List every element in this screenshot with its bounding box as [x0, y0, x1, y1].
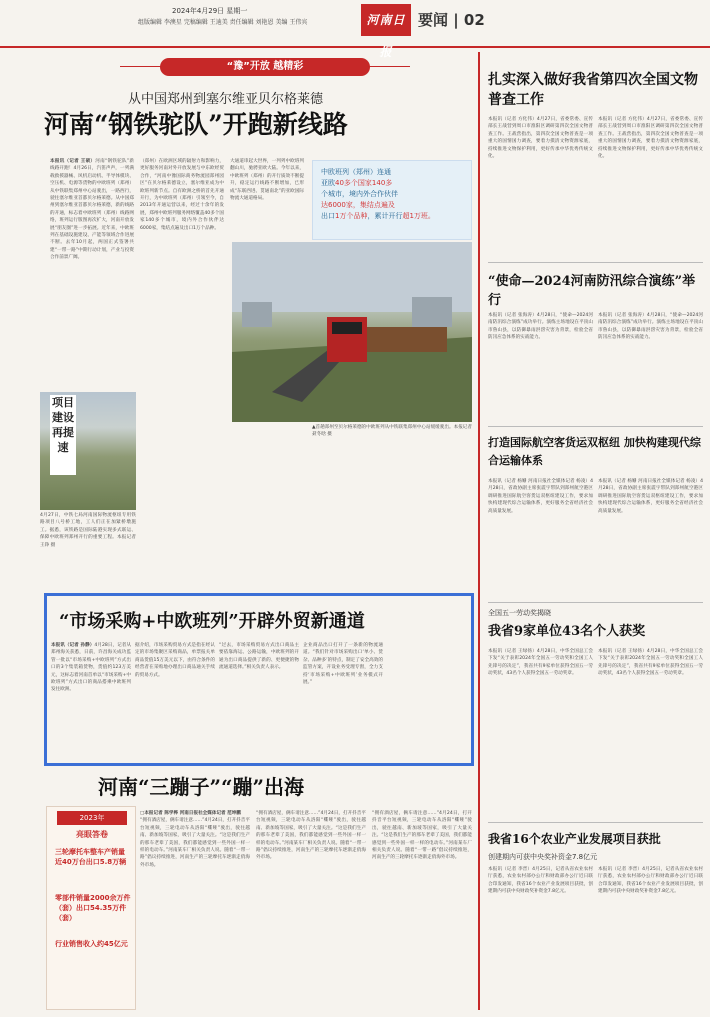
right-kicker-4: 全国五一劳动奖揭晓: [488, 609, 551, 617]
bottom-body: □本报记者 陈学桦 河南日报社全媒体记者 范坤鹏 “拥有酒店屋，俩车请注意……”4月24日，打开抖音平台短视频，三轮电动车从洛阳“嘶哑”驶出，驶往越南、新加坡等国家，吸引了大量关注。“这是我们生产的那车老辈了美国，我们都能感觉到一些外国一样一样的电动车。”河南某车厂相关负责人说。随着“一带一路”倡议持续推进，河南生产的三轮摩托车逐渐走俏海外市场。: [140, 811, 250, 868]
sidebar-item: 行业销售收入约45亿元: [55, 940, 128, 948]
train-photo: [232, 242, 472, 422]
editor-credits: 组版编辑 李澳星 完稿编辑 王迪美 责任编辑 刘艳恩 美编 王伟宾: [138, 19, 308, 26]
photo-caption: ▲首趟郑州至贝尔格莱德的中欧班列从中铁联集郑州中心站缓缓驶出。本报记者 聂冬晗 摄: [312, 425, 472, 438]
right-body-2: 本报讯（记者 张海涛）4月28日，“使命—2024河南防汛综合演练”成功举行。演练主场地设在平顶山市鲁山县，以防御暴雨洪涝灾害为背景，检验全省防汛应急体系的实战能力。: [488, 313, 593, 341]
right-body-3b: 本报讯（记者 杨姗 河南日报社全媒体记者 杨凌）4月28日，省政协副主席张震宇带队到郑州航空港区调研推进国际航空客货运双枢纽建设工作，要求加快构建现代综合运输体系，更好服务全省经济社会高质量发展。: [598, 479, 703, 514]
sidebar-item: 三轮摩托车整车产销量近40万台出口5.8万辆: [55, 848, 127, 866]
divider: [488, 262, 703, 263]
divider: [488, 822, 703, 823]
sidebar-year: 2023年: [57, 811, 127, 825]
article-col-4: 企业商品出口打开了一条新的物流通道。“我们针对市场采购出口‘单小、货杂、品种多’的特点，制定了安全高效的监管方案，开设业务受理专窗，全力支持‘市场采购+中欧班列’业务模式开展。”: [303, 643, 383, 686]
article-col-1: 本报讯（记者 孙静）4月28日，记者从郑州海关获悉，日前，许昌海关成功监管一批以“市场采购+中欧班列”方式出口的3个集装箱货物，货值约123万美元，这标志着河南首单以“市场采购+中欧班列”方式出口的商品搭乘中欧班列发往欧洲。: [51, 643, 131, 693]
bottom-body-3: “拥有酒店屋，俩车请注意……”4月24日，打开抖音平台短视频，三轮电动车从洛阳“嘶哑”驶出，驶往越南、新加坡等国家，吸引了大量关注。“这是我们生产的那车老辈了美国，我们都能感觉到一些外国一样一样的电动车。”河南某车厂相关负责人说。随着“一带一路”倡议持续推进，河南生产的三轮摩托车逐渐走俏海外市场。: [372, 811, 472, 861]
right-body-4b: 本报讯（记者 王绿扬）4月28日，中华全国总工会下发“关于表彰2024年全国五一劳动奖和全国工人先锋号的决定”，我省共有9家单位获得全国五一劳动奖状，43名个人获得全国五一劳动奖章。: [598, 649, 703, 677]
highlighted-article: [44, 593, 474, 766]
right-subhead-5: 创建期内可获中央奖补资金7.8亿元: [488, 853, 598, 861]
right-headline-4: 我省9家单位43名个人获奖: [488, 624, 646, 639]
article-col-2: 据介绍，市场采购贸易方式是指在经认定的市场集聚区采购商品，单票报关单商品货值15万美元以下，由符合条件的经营者在采购地办理出口商品通关手续的贸易方式。: [135, 643, 215, 678]
sidebar-item: 零部件销量2000余万件（套）出口54.35万件（套）: [55, 894, 131, 922]
lead-kicker: 从中国郑州到塞尔维亚贝尔格莱德: [128, 92, 324, 107]
article-col-3: “过去，市场采购贸易方式出口商品主要依靠海运、公路运输，中欧班列的开通为出口商品提供了新的、更便捷的物流通道选择。”相关负责人表示。: [219, 643, 299, 671]
lead-body-left: 本报讯（记者 王硕）河南“钢铁驼队”新线路开跑！4月26日，汽笛声声，一列满载救援器械、风机启动机、半导体模块、空压机、电源等货物的中欧班列（郑州）从中铁联集郑州中心站驶出，一路西行，驶往塞尔维亚首都贝尔格莱德。从中国郑州到塞尔维亚首都贝尔格莱德，新的线路的开通，标志着中欧班列（郑州）线路网络，班列运行版图再次扩大，河南开放发展“朋友圈”进一步拓展。近年来，中欧班列在基础设施建设、产能等领域合作进展不断。去年10月起，两国正式签署共建“一带一路”中期行动计划，产业与投资合作前景广阔。: [50, 159, 134, 261]
right-body-1b: 本报讯（记者 方化伟）4月27日，省委常委、宣传部长王战营到周口市淮阳区调研第四次全国文物普查工作。王战营指出，第四次全国文物普查是一项重大的国情国力调查，要着力摸清文物资源家底，持续推进文物保护利用，更好传承中华优秀传统文化。: [598, 117, 703, 160]
right-body-5: 本报讯（记者 李晋）4月25日，记者从省农业农村厅获悉，农业农村部办公厅和财政部办公厅近日联合印发通知，我省16个农业产业发展项目获批，创建期内可获中央财政奖补资金7.8亿元。: [488, 867, 593, 895]
divider: [488, 426, 703, 427]
bottom-headline: 河南“三蹦子”“蹦”出海: [98, 775, 305, 799]
column-banner: “豫”开放 越精彩: [160, 58, 370, 76]
construction-caption: 4月27日，中铁七局河南国际物流枢纽专用铁路项目八号桥工地，工人们正在加紧桥墩施工。据悉，该铁路是国际陆港实现多式联运、保障中欧班列郑州开行的重要工程。本报记者 王铮 摄: [40, 513, 136, 548]
page-section: 要闻 | 02: [418, 11, 485, 29]
right-headline-1: 扎实深入做好我省第四次全国文物普查工作: [488, 72, 698, 108]
right-headline-5: 我省16个农业产业发展项目获批: [488, 832, 661, 846]
right-body-5b: 本报讯（记者 李晋）4月25日，记者从省农业农村厅获悉，农业农村部办公厅和财政部办公厅近日联合印发通知，我省16个农业产业发展项目获批，创建期内可获中央财政奖补资金7.8亿元。: [598, 867, 703, 895]
right-headline-3: 打造国际航空客货运双枢纽 加快构建现代综合运输体系: [488, 436, 701, 467]
bottom-body-2: “拥有酒店屋，俩车请注意……”4月24日，打开抖音平台短视频，三轮电动车从洛阳“嘶哑”驶出，驶往越南、新加坡等国家，吸引了大量关注。“这是我们生产的那车老辈了美国，我们都能感觉到一些外国一样一样的电动车。”河南某车厂相关负责人说。随着“一带一路”倡议持续推进，河南生产的三轮摩托车逐渐走俏海外市场。: [256, 811, 366, 861]
train-photo-illustration: [232, 242, 472, 422]
stats-sidebar: [46, 806, 136, 1010]
right-body-4: 本报讯（记者 王绿扬）4月28日，中华全国总工会下发“关于表彰2024年全国五一劳动奖和全国工人先锋号的决定”，我省共有9家单位获得全国五一劳动奖状，43名个人获得全国五一劳动奖章。: [488, 649, 593, 677]
stats-infobox: 中欧班列（郑州）连通 亚欧40多个国家140多 个城市，境内外合作伙伴 达6000家，集结点遍及 出口1万个品种，累计开行超1万班。: [312, 160, 472, 240]
lead-headline: 河南“钢铁驼队”开跑新线路: [44, 110, 348, 139]
right-body-2b: 本报讯（记者 张海涛）4月28日，“使命—2024河南防汛综合演练”成功举行。演练主场地设在平顶山市鲁山县，以防御暴雨洪涝灾害为背景，检验全省防汛应急体系的实战能力。: [598, 313, 703, 341]
sidebar-title: 亮眼答卷: [76, 830, 108, 839]
article-headline: “市场采购+中欧班列”开辟外贸新通道: [59, 611, 365, 632]
right-headline-2: “使命—2024河南防汛综合演练”举行: [488, 274, 696, 308]
right-body-1: 本报讯（记者 方化伟）4月27日，省委常委、宣传部长王战营到周口市淮阳区调研第四次全国文物普查工作。王战营指出，第四次全国文物普查是一项重大的国情国力调查，要着力摸清文物资源家底，持续推进文物保护利用，更好传承中华优秀传统文化。: [488, 117, 593, 160]
column-rule: [478, 52, 480, 1010]
lead-body-right: 大通道串起大世界，一列列中欧班列翻山川，驰骋亚欧大陆。今年以来，中欧班列（郑州）的开行质效不断提升，稳定运行线路不断增加，已形成“东联西进、贯通南北”的亚欧国际物流大通道格局。: [230, 159, 304, 202]
divider: [488, 602, 703, 603]
lead-body-mid: （郑州）在欧洲区域的辐射力和影响力，更好服务河南对外开放发展与中东欧经贸合作，“河南中豫国际商务物流园郑州园区”在贝尔格莱德设立，塞尔维亚成为中欧班列新节点。自有欧洲之桥的首先开通开行，为中欧班列（郑州）引领至今，自2013年开通运营以来，经过十余年的发展，郑州中欧班列服务网络覆盖40多个国家140多个城市，境内外合作伙伴达6000家，集结点遍及出口1万个品种。: [140, 159, 224, 231]
construction-title: 项目建设再提速: [50, 395, 76, 475]
issue-date: 2024年4月29日 星期一: [172, 7, 248, 15]
right-body-3: 本报讯（记者 杨姗 河南日报社全媒体记者 杨凌）4月28日，省政协副主席张震宇带队到郑州航空港区调研推进国际航空客货运双枢纽建设工作，要求加快构建现代综合运输体系，更好服务全省经济社会高质量发展。: [488, 479, 593, 514]
masthead: [0, 0, 710, 59]
lead-byline: 本报讯（记者 王硕）: [50, 159, 96, 164]
newspaper-logo: 河南日报: [361, 4, 411, 36]
